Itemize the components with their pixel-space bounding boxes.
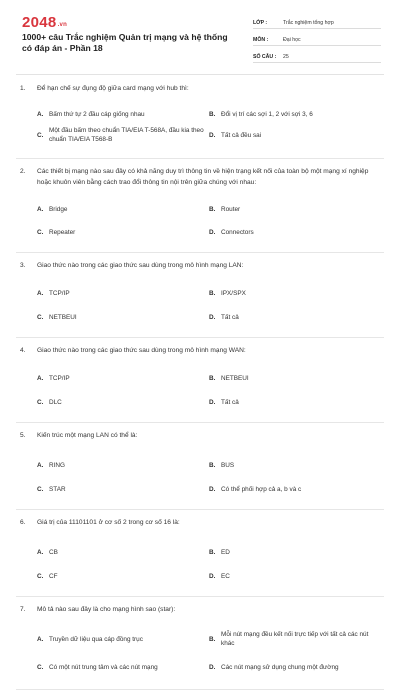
option-text: CF [49,572,58,580]
option-text: Tất cả [221,398,239,406]
option-letter: D. [209,663,216,671]
question-number: 3. [20,262,26,269]
question-list [0,80,400,690]
question-text [16,604,384,615]
answer-option[interactable] [209,453,381,477]
option-grid [16,198,384,244]
option-text: Truyền dữ liệu qua cáp đồng trục [49,635,143,643]
question-item [16,423,384,510]
question-body: Các thiết bị mạng nào sau đây có khả năng duy trì thông tin về hiện trạng kết nối của toàn bộ một mạng xí nghiệp hoặc khuôn viên bằng cách trao đổi thông tin nội trên giữa chúng với nhau: [37,168,369,186]
option-letter: B. [209,548,216,556]
option-text: Các nút mạng sử dụng chung một đường [221,663,339,671]
answer-option[interactable] [209,477,381,501]
option-text: Có thể phối hợp cả a, b và c [221,485,302,493]
question-number: 5. [20,432,26,439]
answer-option[interactable] [209,106,381,122]
answer-option[interactable] [209,305,381,329]
question-number: 1. [20,85,26,92]
question-item [16,253,384,338]
answer-option[interactable] [209,625,381,653]
option-letter: C. [37,131,44,139]
option-letter: B. [209,461,216,469]
answer-option[interactable] [37,106,209,122]
question-item [16,597,384,690]
option-text: Bridge [49,206,68,213]
answer-option[interactable] [209,564,381,588]
answer-option[interactable] [37,198,209,221]
option-letter: C. [37,398,44,406]
option-text: Mỗi nút mạng đều kết nối trực tiếp với tất cả các nút khác [221,631,369,647]
option-letter: D. [209,485,216,493]
meta-value: Trắc nghiệm tổng hợp [283,20,334,26]
option-text: STAR [49,485,66,493]
logo-text: 2048 [22,14,57,31]
answer-option[interactable] [37,122,209,148]
option-text: RING [49,461,65,469]
question-body: Mô tả nào sau đây là cho mạng hình sao (star): [37,606,176,613]
option-letter: C. [37,663,44,671]
question-number: 6. [20,519,26,526]
option-letter: D. [209,131,216,139]
option-text: Router [221,206,241,213]
meta-row-subject [253,31,381,46]
option-text: TCP/IP [49,374,70,382]
question-text [16,517,384,528]
option-text: Một đầu bấm theo chuẩn TIA/EIA T-568A, đầu kia theo chuẩn TIA/EIA T568-B [49,127,204,143]
answer-option[interactable] [37,477,209,501]
question-text [16,345,384,356]
question-text [16,430,384,441]
answer-option[interactable] [37,653,209,681]
option-grid [16,453,384,501]
answer-option[interactable] [37,540,209,564]
question-number: 7. [20,606,26,613]
option-letter: A. [37,548,44,556]
meta-label: LỚP : [253,20,268,26]
option-text: EC [221,572,230,580]
option-text: NETBEUI [221,374,249,382]
option-letter: C. [37,572,44,580]
question-item [16,159,384,253]
answer-option[interactable] [209,122,381,148]
option-letter: D. [209,313,216,321]
option-letter: A. [37,206,44,213]
option-text: Repeater [49,229,76,236]
meta-value: 25 [283,54,289,60]
answer-option[interactable] [209,540,381,564]
question-body: Giao thức nào trong các giao thức sau dùng trong mô hình mạng LAN: [37,262,244,269]
logo-suffix: .vn [57,22,68,28]
option-letter: B. [209,206,216,213]
worksheet-header [0,0,400,68]
option-text: CB [49,548,58,556]
option-text: Connectors [221,229,254,236]
question-body: Để hạn chế sự đụng độ giữa card mạng với hub thì: [37,85,189,92]
option-text: Bấm thứ tự 2 đầu cáp giống nhau [49,110,145,118]
option-text: ED [221,548,230,556]
answer-option[interactable] [37,453,209,477]
answer-option[interactable] [37,221,209,244]
option-letter: C. [37,313,44,321]
answer-option[interactable] [37,281,209,305]
option-text: Có một nút trung tâm và các nút mạng [49,663,158,671]
answer-option[interactable] [209,198,381,221]
answer-option[interactable] [37,366,209,390]
question-text [16,83,384,94]
question-body: Kiến trúc một mạng LAN có thể là: [37,432,138,439]
option-letter: D. [209,229,216,236]
question-number: 4. [20,347,26,354]
option-grid [16,106,384,148]
option-letter: D. [209,572,216,580]
option-letter: B. [209,635,216,643]
answer-option[interactable] [37,390,209,414]
option-letter: A. [37,374,44,382]
option-grid [16,540,384,588]
option-text: NETBEUI [49,313,77,321]
question-text [16,260,384,271]
option-text: DLC [49,398,62,406]
answer-option[interactable] [209,390,381,414]
option-text: Đổi vị trí các sợi 1, 2 với sợi 3, 6 [221,110,313,118]
option-letter: A. [37,289,44,297]
option-letter: B. [209,289,216,297]
option-letter: A. [37,110,44,118]
option-text: Tất cả đều sai [221,131,262,139]
question-item [16,80,384,159]
header-divider [16,74,384,75]
question-body: Giá trị của 11101101 ở cơ số 2 trong cơ số 16 là: [37,519,180,526]
option-grid [16,366,384,414]
question-number: 2. [20,168,26,175]
site-logo[interactable] [22,14,67,31]
worksheet-meta [253,14,381,65]
meta-label: SỐ CÂU : [253,54,277,60]
answer-option[interactable] [209,221,381,244]
question-item [16,510,384,597]
answer-option[interactable] [37,564,209,588]
answer-option[interactable] [37,305,209,329]
answer-option[interactable] [209,653,381,681]
question-text [16,166,384,188]
option-text: BUS [221,461,235,469]
worksheet-title: 1000+ câu Trắc nghiệm Quản trị mạng và hệ thống có đáp án - Phần 18 [22,32,228,53]
option-letter: D. [209,398,216,406]
option-text: Tất cả [221,313,239,321]
option-letter: C. [37,229,44,236]
question-item [16,338,384,423]
option-grid [16,281,384,329]
option-letter: B. [209,110,216,118]
meta-row-count [253,48,381,63]
meta-row-class [253,14,381,29]
question-body: Giao thức nào trong các giao thức sau dùng trong mô hình mạng WAN: [37,347,246,354]
option-letter: C. [37,485,44,493]
answer-option[interactable] [209,366,381,390]
option-letter: A. [37,635,44,643]
meta-value: Đại học [283,37,301,43]
answer-option[interactable] [209,281,381,305]
meta-label: MÔN : [253,37,269,43]
answer-option[interactable] [37,625,209,653]
option-text: IPX/SPX [221,289,246,297]
option-grid [16,625,384,681]
option-letter: B. [209,374,216,382]
option-letter: A. [37,461,44,469]
option-text: TCP/IP [49,289,70,297]
